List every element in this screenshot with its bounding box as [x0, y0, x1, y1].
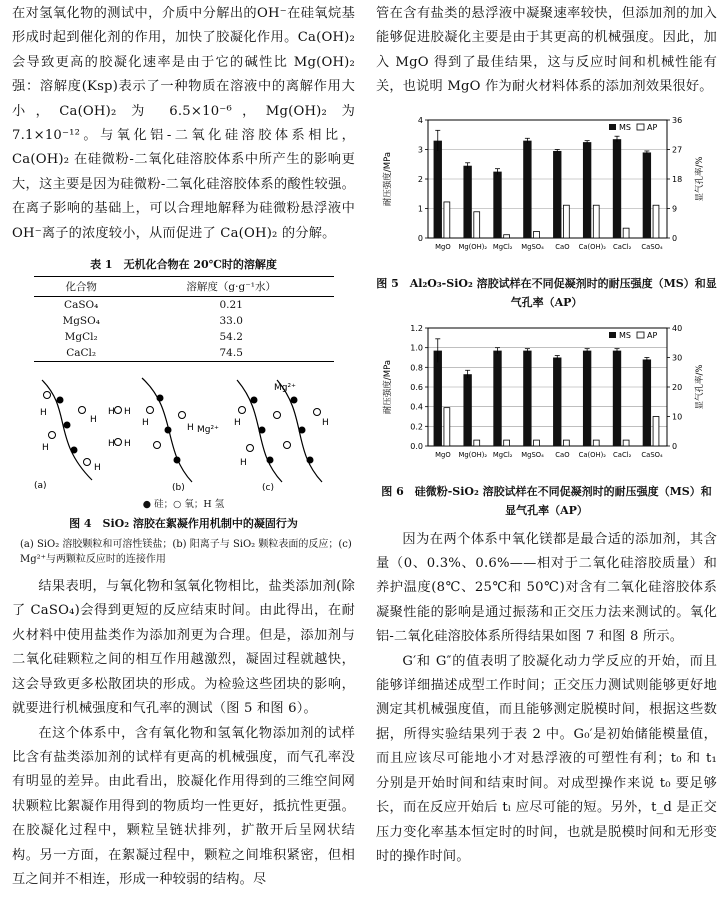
svg-text:H: H	[40, 408, 47, 419]
ms-bar	[553, 151, 561, 238]
ap-bar	[593, 205, 599, 238]
legend-swatch-ap	[637, 332, 644, 338]
x-tick-label: Mg(OH)₂	[458, 242, 488, 251]
diagram-legend: ● 硅；○ 氧；H 氢	[142, 499, 225, 511]
y2-tick-label: 40	[672, 323, 683, 333]
ms-bar	[523, 350, 531, 445]
y-tick-label: 0	[417, 233, 423, 243]
x-tick-label: Ca(OH)₂	[578, 242, 607, 251]
figure-caption: 图 5 Al₂O₃-SiO₂ 溶胶试样在不同促凝剂时的耐压强度（MS）和显气孔率（AP）	[376, 276, 717, 309]
ap-bar	[534, 231, 540, 238]
legend-swatch-ms	[609, 332, 616, 338]
x-tick-label: MgO	[435, 450, 451, 459]
svg-text:H: H	[234, 418, 241, 429]
y2-tick-label: 36	[672, 115, 683, 125]
x-tick-label: CaSO₄	[641, 450, 663, 459]
y2-tick-label: 0	[672, 441, 678, 451]
y2-tick-label: 18	[672, 174, 683, 184]
ap-bar	[653, 416, 659, 446]
y-axis-label: 耐压强度/MPa	[383, 151, 393, 206]
ms-bar	[493, 171, 501, 237]
figure-caption: 图 6 硅微粉-SiO₂ 溶胶试样在不同促凝剂时的耐压强度（MS）和显气孔率（AP）	[381, 484, 712, 517]
y-tick-label: 0.8	[410, 362, 423, 372]
paragraph: 在对氢氧化物的测试中，介质中分解出的OH⁻在硅氧烷基形成时起到催化剂的作用，加快了胶凝化作用。Ca(OH)₂ 会导致更高的胶凝化速率是由于它的碱性比 Mg(OH)₂ 强：溶解度(Ksp)表示了一种物质在溶液中的离解作用大小，Ca(OH)₂ 为 6.5×10⁻⁶，Mg(OH)₂ 为 7.1×10⁻¹²。与氧化铝-二氧化硅溶胶体系相比，Ca(OH)₂ 在硅微粉-二氧化硅溶胶体系中所产生的影响更大，这主要是因为硅微粉-二氧化硅溶胶体系的酸性较强。在离子影响的基础上，可以合理地解释为硅微粉悬浮液中OH⁻离子的浓度较小，从而促进了 Ca(OH)₂ 的分解。	[12, 6, 355, 241]
column-header: 溶解度（g·g⁻¹水）	[186, 281, 276, 294]
ms-bar	[463, 374, 471, 446]
y2-tick-label: 10	[672, 412, 683, 422]
svg-text:H: H	[187, 423, 194, 434]
y2-tick-label: 27	[672, 145, 683, 155]
svg-text:H: H	[42, 443, 49, 454]
ap-bar	[563, 440, 569, 446]
solubility-table	[34, 276, 334, 362]
table-row	[34, 329, 334, 345]
ms-bar	[434, 140, 442, 237]
legend-swatch-ap	[637, 124, 644, 130]
x-tick-label: Ca(OH)₂	[578, 450, 607, 459]
x-tick-label: MgCl₂	[492, 242, 513, 251]
table-cell: MgCl₂	[64, 331, 98, 344]
x-tick-label: CaSO₄	[641, 242, 663, 251]
x-tick-label: CaCl₂	[613, 242, 632, 251]
ap-bar	[563, 205, 569, 238]
legend-swatch-ms	[609, 124, 616, 130]
x-tick-label: MgSO₄	[521, 450, 544, 459]
svg-text:H: H	[124, 407, 131, 418]
paragraph: 结果表明，与氧化物和氢氧化物相比，盐类添加剂(除了 CaSO₄)会得到更短的反应结束时间。由此得出，在耐火材料中使用盐类作为添加剂更为合理。但是，添加剂与二氧化硅颗粒之间的相互作用越激烈，凝固过程就越快，这会导致更多松散团块的形成。为检验这些团块的影响，就要进行机械强度和气孔率的测试（图 5 和图 6）。	[12, 579, 355, 717]
legend-label-ms: MS	[619, 122, 631, 132]
figure-caption: 图 4 SiO₂ 溶胶在絮凝作用机制中的凝固行为	[69, 517, 298, 531]
ms-bar	[613, 350, 621, 445]
y-tick-label: 2	[417, 174, 423, 184]
table-cell: 54.2	[219, 331, 243, 344]
y-tick-label: 0.4	[410, 402, 423, 412]
ms-bar	[583, 142, 591, 238]
ion-label: Mg²⁺	[274, 383, 296, 394]
svg-text:H: H	[240, 458, 247, 469]
table-row	[34, 345, 334, 362]
table-row	[34, 313, 334, 329]
y-tick-label: 3	[417, 145, 423, 155]
y2-axis-label: 显气孔率/%	[695, 364, 705, 410]
ms-bar	[523, 140, 531, 237]
table-caption: 表 1 无机化合物在 20℃时的溶解度	[90, 258, 277, 272]
y2-tick-label: 30	[672, 353, 683, 363]
paragraph: 管在含有盐类的悬浮液中凝聚速率较快，但添加剂的加入能够促进胶凝化主要是由于其更高的机械强度。因此，加入 MgO 得到了最佳结果，这与反应时间和机械性能有关，也说明 MgO 作为耐火材料体系的添加剂效果很好。	[376, 6, 717, 95]
x-tick-label: MgSO₄	[521, 242, 544, 251]
y-tick-label: 1.2	[410, 323, 423, 333]
legend-label-ap: AP	[647, 122, 658, 132]
paragraph: 在这个体系中，含有氧化物和氢氧化物添加剂的试样比含有盐类添加剂的试样有更高的机械强度，而气孔率没有明显的差异。由此看出，胶凝化作用得到的三维空间网状颗粒比絮凝作用得到的物质均一性更好，抵抗性更强。在胶凝化过程中，颗粒呈链状排列，扩散开后呈网状结构。另一方面，在絮凝过程中，颗粒之间堆积紧密，但相互之间并不相连，形成一种较弱的结构。尽	[12, 725, 355, 887]
legend-label-ap: AP	[647, 330, 658, 340]
ap-bar	[444, 202, 450, 238]
ap-bar	[534, 440, 540, 446]
y2-axis-label: 显气孔率/%	[695, 156, 705, 202]
x-tick-label: Mg(OH)₂	[458, 450, 488, 459]
table-cell: 0.21	[219, 299, 243, 312]
svg-text:H: H	[322, 418, 329, 429]
ap-bar	[444, 407, 450, 445]
svg-text:H: H	[90, 415, 97, 426]
ap-bar	[593, 440, 599, 446]
ap-bar	[474, 440, 480, 446]
y-tick-label: 1	[417, 204, 423, 214]
y-tick-label: 0.0	[410, 441, 423, 451]
ms-bar	[643, 359, 651, 446]
ms-bar	[553, 357, 561, 446]
ap-bar	[623, 440, 629, 446]
table-row	[34, 297, 334, 314]
panel-label: (b)	[172, 483, 185, 494]
column-header: 化合物	[65, 281, 97, 294]
ms-bar	[463, 165, 471, 237]
ap-bar	[653, 205, 659, 238]
left-column	[12, 2, 355, 892]
table-cell: 33.0	[219, 315, 243, 328]
right-column	[376, 2, 717, 869]
legend-label-ms: MS	[619, 330, 631, 340]
x-tick-label: CaO	[555, 450, 570, 459]
svg-text:H: H	[124, 439, 131, 450]
panel-label: (a)	[34, 481, 47, 492]
y2-tick-label: 0	[672, 233, 678, 243]
ap-bar	[504, 440, 510, 446]
svg-text:H: H	[108, 407, 115, 418]
svg-text:H: H	[108, 439, 115, 450]
ms-bar	[493, 350, 501, 445]
y2-tick-label: 9	[672, 204, 678, 214]
y2-tick-label: 20	[672, 382, 683, 392]
svg-text:H: H	[142, 418, 149, 429]
y-tick-label: 1.0	[410, 343, 423, 353]
y-tick-label: 4	[417, 115, 423, 125]
panel-label: (c)	[262, 483, 274, 494]
svg-text:H: H	[94, 463, 101, 474]
y-tick-label: 0.2	[410, 421, 423, 431]
sol-mechanism-diagram	[12, 370, 355, 496]
ap-bar	[474, 211, 480, 237]
ap-bar	[623, 228, 629, 238]
ms-bar	[613, 139, 621, 238]
x-tick-label: CaO	[555, 242, 570, 251]
ms-bar	[434, 350, 442, 445]
y-axis-label: 耐压强度/MPa	[383, 359, 393, 414]
table-cell: MgSO₄	[62, 315, 100, 328]
ms-bar	[583, 350, 591, 445]
x-tick-label: CaCl₂	[613, 450, 632, 459]
paragraph: G′和 G″的值表明了胶凝化动力学反应的开始，而且能够详细描述成型工作时间；正交压力测试则能够更好地测定其机械强度值，而且能够测定脱模时间，根据这些数据，所得实验结果列于表 2 中。G₀′是初始储能模量值，而且应该尽可能地小才对悬浮液的可塑性有利；t₀ 和 t₁ 分别是开始时间和结束时间。对成型操作来说 t₀ 要足够长，而在反应开始后 tₗ 应尽可能的短。另外，t_d 是正交压力变化率基本恒定时的时间，也就是脱模时间和无形变时的操作时间。	[376, 653, 717, 864]
figure-subcaption: (a) SiO₂ 溶胶颗粒和可溶性镁盐；(b) 阳离子与 SiO₂ 颗粒表面的反应；(c) Mg²⁺与两颗粒反应时的连接作用	[20, 539, 352, 566]
ap-bar	[504, 234, 510, 237]
x-tick-label: MgO	[435, 242, 451, 251]
ms-bar	[643, 152, 651, 238]
x-tick-label: MgCl₂	[492, 450, 513, 459]
chart-fig6	[376, 318, 717, 478]
paragraph: 因为在两个体系中氧化镁都是最合适的添加剂，其含量（0、0.3%、0.6%——相对于二氧化硅溶胶质量）和养护温度(8℃、25℃和 50℃)对含有二氧化硅溶胶体系凝聚性能的影响是通过振荡和正交压力法来测试的。氧化铝-二氧化硅溶胶体系所得结果如图 7 和图 8 所示。	[376, 531, 717, 645]
table-cell: 74.5	[219, 347, 243, 360]
ion-label: Mg²⁺	[197, 425, 219, 436]
table-cell: CaSO₄	[64, 299, 99, 312]
y-tick-label: 0.6	[410, 382, 423, 392]
chart-fig5	[376, 110, 717, 270]
table-cell: CaCl₂	[66, 347, 97, 360]
